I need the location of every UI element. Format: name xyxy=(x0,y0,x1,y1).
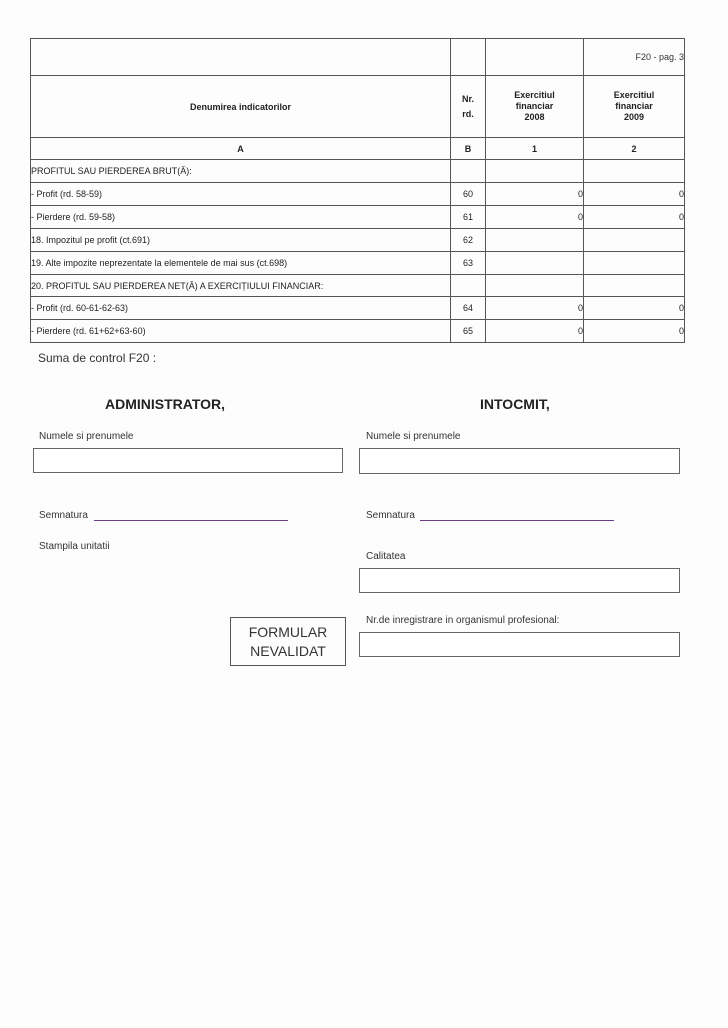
invalid-form-stamp xyxy=(230,617,346,666)
stamp-line2: NEVALIDAT xyxy=(250,643,326,659)
col-header-2008 xyxy=(486,76,584,138)
admin-name-input[interactable] xyxy=(33,448,343,473)
row-label: - Profit (rd. 60-61-62-63) xyxy=(31,297,451,320)
intocmit-quality-input[interactable] xyxy=(359,568,680,593)
row-value-2008 xyxy=(486,252,584,275)
row-nr: 64 xyxy=(451,297,486,320)
row-value-2009 xyxy=(584,160,685,183)
indicators-table xyxy=(30,38,685,343)
table-row xyxy=(31,275,685,297)
intocmit-quality-label: Calitatea xyxy=(366,551,406,562)
col-letter-2: 2 xyxy=(584,138,685,160)
table-row xyxy=(31,183,685,206)
intocmit-signature-line[interactable] xyxy=(420,520,614,521)
col-header-2008-line3: 2008 xyxy=(524,112,545,122)
intocmit-registration-input[interactable] xyxy=(359,632,680,657)
row-value-2009: 0 xyxy=(584,183,685,206)
col-header-2008-line1: Exercitiul xyxy=(514,90,555,100)
row-value-2009: 0 xyxy=(584,297,685,320)
row-label: - Profit (rd. 58-59) xyxy=(31,183,451,206)
intocmit-title: INTOCMIT, xyxy=(480,396,550,412)
table-row xyxy=(31,297,685,320)
row-nr: 62 xyxy=(451,229,486,252)
row-nr: 60 xyxy=(451,183,486,206)
row-value-2008 xyxy=(486,160,584,183)
row-nr xyxy=(451,275,486,297)
intocmit-name-input[interactable] xyxy=(359,448,680,474)
row-nr: 61 xyxy=(451,206,486,229)
row-label: 20. PROFITUL SAU PIERDEREA NET(Ă) A EXERCIȚIULUI FINANCIAR: xyxy=(31,275,451,297)
col-header-2009-line3: 2009 xyxy=(623,112,645,122)
admin-name-label: Numele si prenumele xyxy=(39,431,134,442)
row-value-2009 xyxy=(584,275,685,297)
col-header-2009-line1: Exercitiul xyxy=(613,90,655,100)
row-value-2009 xyxy=(584,229,685,252)
row-nr xyxy=(451,160,486,183)
row-label: - Pierdere (rd. 59-58) xyxy=(31,206,451,229)
intocmit-signature-label: Semnatura xyxy=(366,510,415,521)
row-value-2008: 0 xyxy=(486,183,584,206)
header-blank xyxy=(451,39,486,76)
row-value-2008: 0 xyxy=(486,297,584,320)
col-header-2009 xyxy=(584,76,685,138)
row-value-2009: 0 xyxy=(584,320,685,343)
row-value-2008 xyxy=(486,229,584,252)
control-sum-label: Suma de control F20 : xyxy=(38,351,157,365)
admin-signature-label: Semnatura xyxy=(39,510,88,521)
row-label: - Pierdere (rd. 61+62+63-60) xyxy=(31,320,451,343)
col-header-nr xyxy=(451,76,486,138)
table-row xyxy=(31,320,685,343)
row-nr: 65 xyxy=(451,320,486,343)
table-row xyxy=(31,229,685,252)
col-header-nr-line1: Nr. xyxy=(461,93,474,104)
row-value-2009: 0 xyxy=(584,206,685,229)
col-letter-a: A xyxy=(31,138,451,160)
admin-stamp-label: Stampila unitatii xyxy=(39,541,110,552)
intocmit-registration-label: Nr.de inregistrare in organismul profesional: xyxy=(366,615,560,626)
row-label: 18. Impozitul pe profit (ct.691) xyxy=(31,229,451,252)
table-row xyxy=(31,160,685,183)
intocmit-name-label: Numele si prenumele xyxy=(366,431,461,442)
col-header-2009-line2: financiar xyxy=(615,101,653,111)
row-value-2008: 0 xyxy=(486,206,584,229)
col-header-2008-line2: financiar xyxy=(515,101,554,111)
administrator-title: ADMINISTRATOR, xyxy=(105,396,226,412)
col-header-nr-line2: rd. xyxy=(462,108,474,119)
row-label: PROFITUL SAU PIERDEREA BRUT(Ă): xyxy=(31,160,451,183)
col-header-name: Denumirea indicatorilor xyxy=(31,76,451,138)
stamp-line1: FORMULAR xyxy=(248,624,328,640)
col-letter-b: B xyxy=(451,138,486,160)
admin-signature-line[interactable] xyxy=(94,520,288,521)
table-row xyxy=(31,206,685,229)
row-value-2009 xyxy=(584,252,685,275)
table-row xyxy=(31,252,685,275)
col-letter-1: 1 xyxy=(486,138,584,160)
row-label: 19. Alte impozite neprezentate la elementele de mai sus (ct.698) xyxy=(31,252,451,275)
row-value-2008: 0 xyxy=(486,320,584,343)
header-blank xyxy=(486,39,584,76)
header-blank xyxy=(31,39,451,76)
row-value-2008 xyxy=(486,275,584,297)
page-label: F20 - pag. 3 xyxy=(584,39,685,76)
row-nr: 63 xyxy=(451,252,486,275)
